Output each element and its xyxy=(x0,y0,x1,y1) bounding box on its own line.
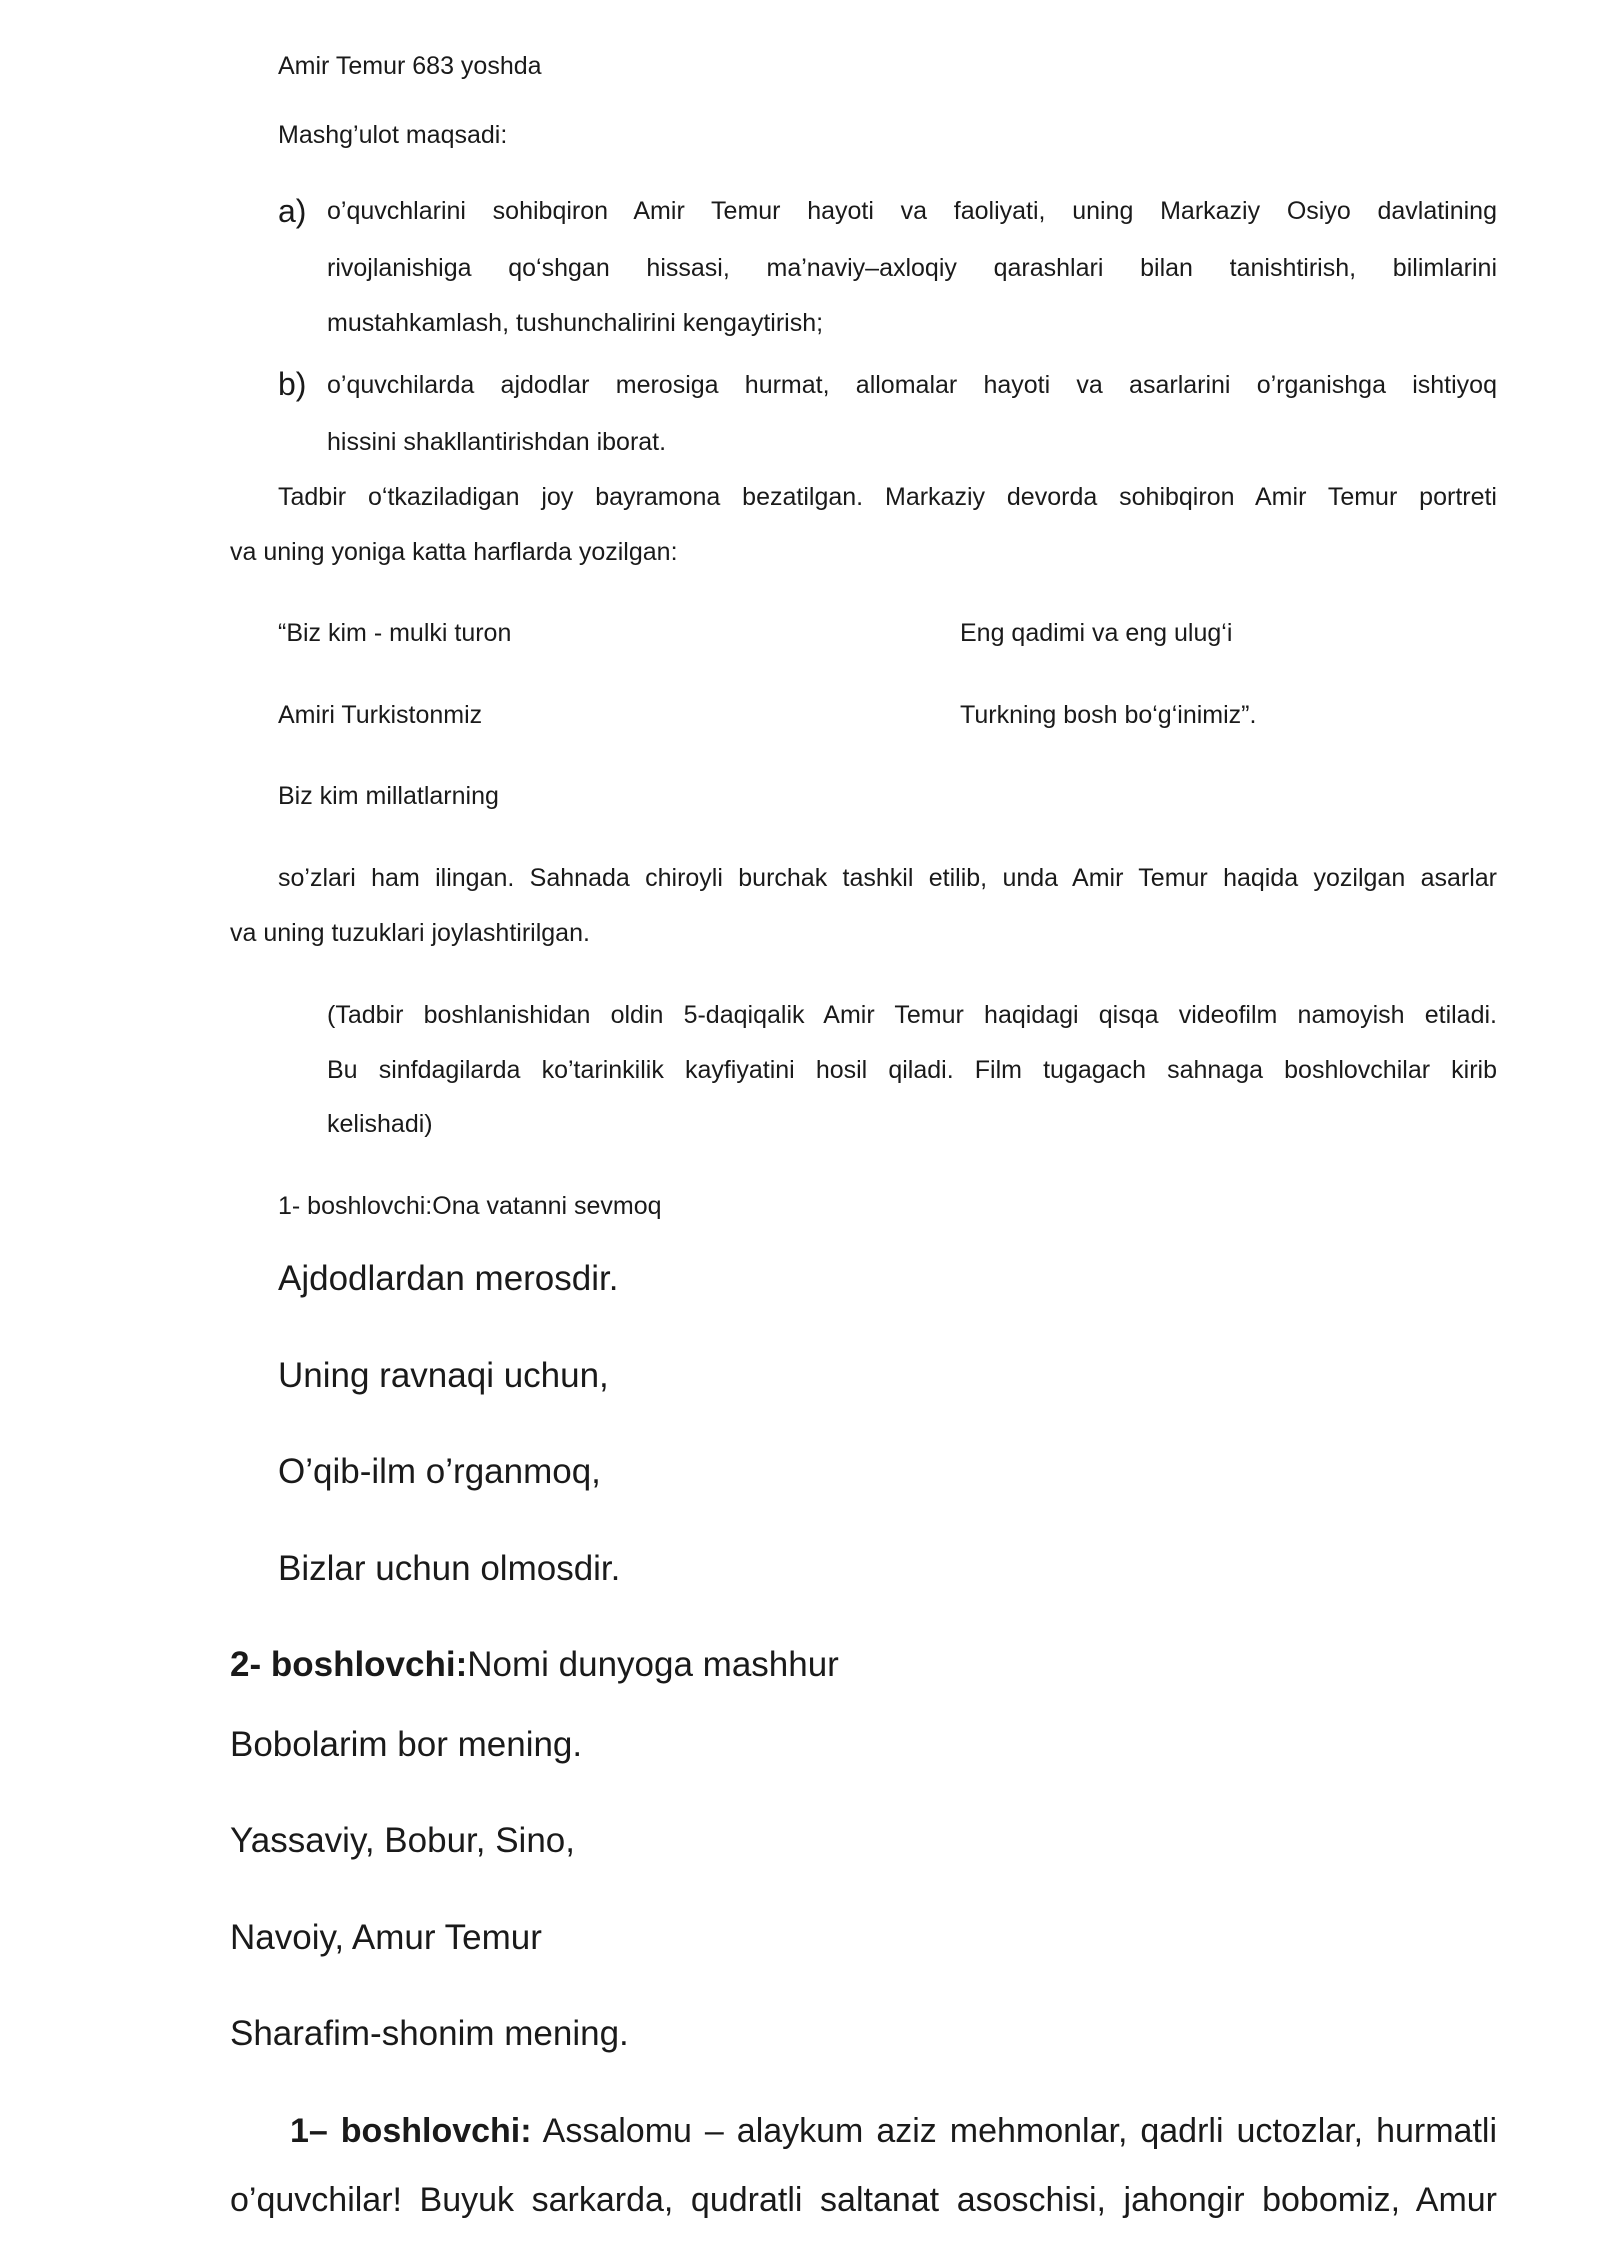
host1-greeting-text: Assalomu – alaykum aziz mehmonlar, qadrli uctozlar, hurmatli xyxy=(531,2112,1497,2150)
quote-left-line-3: Biz kim millatlarning xyxy=(278,782,499,810)
goal-b-line-2: hissini shakllantirishdan iborat. xyxy=(327,428,667,456)
quote-right-line-1: Eng qadimi va eng ulug‘i xyxy=(960,619,1233,647)
quote-left-line-1: “Biz kim - mulki turon xyxy=(278,619,512,647)
host1-intro-line: 1- boshlovchi:Ona vatanni sevmoq xyxy=(278,1192,662,1220)
poem2-line-3: Navoiy, Amur Temur xyxy=(230,1918,542,1957)
poem2-line-4: Sharafim-shonim mening. xyxy=(230,2014,629,2053)
goal-a-line-2: rivojlanishiga qo‘shgan hissasi, ma’naviy–axloqiy qarashlari bilan tanishtirish, bilimlarini xyxy=(327,254,1497,282)
goal-heading: Mashg’ulot maqsadi: xyxy=(278,121,508,149)
host2-line xyxy=(230,1644,839,1686)
after-quote-line-2: va uning tuzuklari joylashtirilgan. xyxy=(230,919,590,947)
host1-greeting-line xyxy=(290,2110,1497,2152)
stage-note-line-2: Bu sinfdagilarda ko’tarinkilik kayfiyatini hosil qiladi. Film tugagach sahnaga boshlovchilar kirib xyxy=(327,1056,1497,1084)
poem2-line-2: Yassaviy, Bobur, Sino, xyxy=(230,1821,575,1860)
host2-label: 2- boshlovchi: xyxy=(230,1645,468,1684)
list-marker-b: b) xyxy=(278,366,307,402)
goal-a-line-3: mustahkamlash, tushunchalirini kengaytirish; xyxy=(327,309,824,337)
goal-a-line-1: o’quvchlarini sohibqiron Amir Temur hayoti va faoliyati, uning Markaziy Osiyo davlatining xyxy=(327,197,1497,225)
final-line: o’quvchilar! Buyuk sarkarda, qudratli saltanat asoschisi, jahongir bobomiz, Amur xyxy=(230,2181,1497,2219)
stage-note-line-1: (Tadbir boshlanishidan oldin 5-daqiqalik Amir Temur haqidagi qisqa videofilm namoyish etiladi. xyxy=(327,1001,1497,1029)
poem2-line-1: Bobolarim bor mening. xyxy=(230,1725,583,1764)
list-marker-a: a) xyxy=(278,193,307,229)
poem1-line-4: Bizlar uchun olmosdir. xyxy=(278,1549,621,1588)
venue-line-1: Tadbir o‘tkaziladigan joy bayramona bezatilgan. Markaziy devorda sohibqiron Amir Temur portreti xyxy=(278,483,1497,511)
host1-greeting-label: 1– boshlovchi: xyxy=(290,2112,532,2150)
document-title: Amir Temur 683 yoshda xyxy=(278,52,542,80)
poem1-line-2: Uning ravnaqi uchun, xyxy=(278,1356,609,1395)
after-quote-line-1: so’zlari ham ilingan. Sahnada chiroyli burchak tashkil etilib, unda Amir Temur haqida yozilgan asarlar xyxy=(278,864,1497,892)
host2-first-line: Nomi dunyoga mashhur xyxy=(467,1645,839,1684)
poem1-line-1: Ajdodlardan merosdir. xyxy=(278,1259,619,1298)
goal-b-line-1: o’quvchilarda ajdodlar merosiga hurmat, allomalar hayoti va asarlarini o’rganishga ishtiyoq xyxy=(327,371,1497,399)
stage-note-line-3: kelishadi) xyxy=(327,1110,433,1138)
quote-right-line-2: Turkning bosh bo‘g‘inimiz”. xyxy=(960,701,1257,729)
poem1-line-3: O’qib-ilm o’rganmoq, xyxy=(278,1452,601,1491)
quote-left-line-2: Amiri Turkistonmiz xyxy=(278,701,483,729)
venue-line-2: va uning yoniga katta harflarda yozilgan: xyxy=(230,538,678,566)
